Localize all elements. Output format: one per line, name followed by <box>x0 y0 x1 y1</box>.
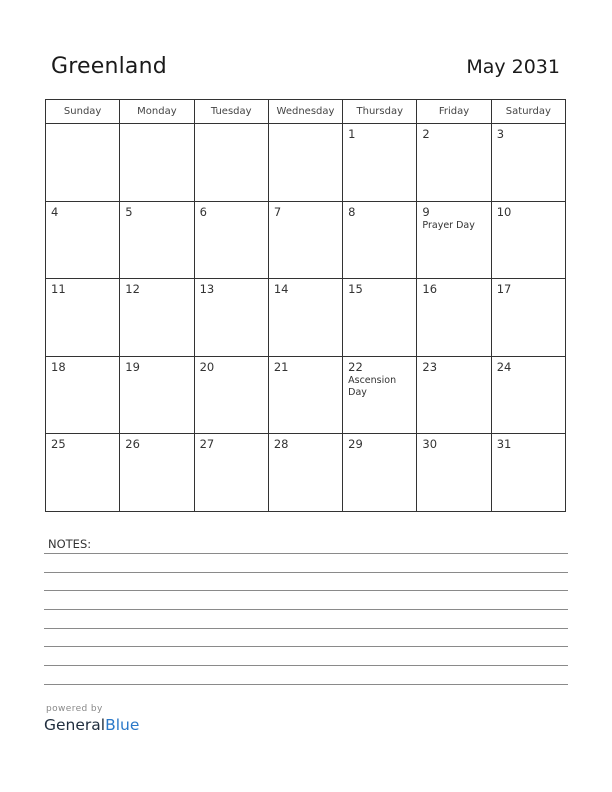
note-line <box>44 572 568 573</box>
calendar-day-cell <box>46 201 120 279</box>
day-number: 23 <box>422 359 438 374</box>
calendar-day-cell <box>120 201 194 279</box>
note-line <box>44 684 568 685</box>
calendar-day-cell <box>491 124 565 202</box>
note-line <box>44 590 568 591</box>
calendar-day-cell <box>268 279 342 357</box>
calendar-day-cell <box>417 434 491 512</box>
note-line <box>44 646 568 647</box>
day-number: 8 <box>348 204 356 219</box>
month-year-title: May 2031 <box>466 56 560 78</box>
calendar-grid <box>45 99 566 512</box>
day-number: 4 <box>51 204 59 219</box>
calendar-day-cell <box>491 201 565 279</box>
calendar-day-cell <box>120 434 194 512</box>
note-line <box>44 665 568 666</box>
day-number: 26 <box>125 437 140 452</box>
day-number: 25 <box>51 437 66 452</box>
calendar-day-cell <box>268 124 342 202</box>
day-number: 21 <box>273 359 289 374</box>
brand-general: General <box>44 716 106 734</box>
weekday-header-sunday: Sunday <box>46 100 120 124</box>
holiday-label: Ascension Day <box>348 374 397 398</box>
day-number: 5 <box>125 204 133 219</box>
day-number: 15 <box>348 282 363 297</box>
calendar-day-cell <box>120 124 194 202</box>
day-number: 3 <box>496 127 505 141</box>
calendar-day-cell <box>343 279 417 357</box>
weekday-header-tuesday: Tuesday <box>194 100 268 124</box>
day-number: 27 <box>199 437 215 452</box>
day-number: 1 <box>348 127 356 141</box>
calendar-week-row <box>46 124 566 202</box>
calendar-day-cell <box>491 434 565 512</box>
day-number: 28 <box>273 437 289 452</box>
calendar-day-cell <box>417 201 491 279</box>
calendar-day-cell <box>120 279 194 357</box>
notes-label: NOTES: <box>48 537 92 551</box>
day-number: 9 <box>422 204 430 219</box>
calendar-day-cell <box>194 124 268 202</box>
calendar-day-cell <box>343 201 417 279</box>
brand-blue: Blue <box>105 716 140 734</box>
note-line <box>44 553 568 554</box>
day-number: 19 <box>125 359 140 374</box>
weekday-header-friday: Friday <box>417 100 491 124</box>
day-number: 10 <box>496 204 512 219</box>
day-number: 22 <box>348 359 363 374</box>
calendar-week-row <box>46 356 566 434</box>
calendar-day-cell <box>46 434 120 512</box>
calendar-day-cell <box>343 434 417 512</box>
calendar-day-cell <box>417 124 491 202</box>
calendar-week-row <box>46 434 566 512</box>
generalblue-logo <box>44 716 139 734</box>
day-number: 12 <box>125 282 140 297</box>
calendar-day-cell <box>194 434 268 512</box>
note-line <box>44 609 568 610</box>
calendar-day-cell <box>46 124 120 202</box>
calendar-day-cell <box>343 356 417 434</box>
holiday-label: Prayer Day <box>422 219 475 231</box>
day-number: 7 <box>273 204 282 219</box>
day-number: 6 <box>199 204 207 219</box>
day-number: 13 <box>199 282 215 297</box>
calendar-body <box>46 124 566 512</box>
weekday-header-row <box>46 100 566 124</box>
day-number: 17 <box>496 282 512 297</box>
calendar-day-cell <box>268 434 342 512</box>
weekday-header-thursday: Thursday <box>343 100 417 124</box>
calendar-day-cell <box>491 279 565 357</box>
day-number: 14 <box>273 282 289 297</box>
day-number: 18 <box>51 359 66 374</box>
weekday-header-wednesday: Wednesday <box>268 100 342 124</box>
day-number: 2 <box>422 127 430 141</box>
calendar-day-cell <box>268 201 342 279</box>
calendar-day-cell <box>46 356 120 434</box>
day-number: 20 <box>199 359 215 374</box>
calendar-day-cell <box>491 356 565 434</box>
day-number: 30 <box>422 437 438 452</box>
calendar-day-cell <box>343 124 417 202</box>
weekday-header-monday: Monday <box>120 100 194 124</box>
calendar-day-cell <box>417 279 491 357</box>
calendar-week-row <box>46 279 566 357</box>
calendar-day-cell <box>417 356 491 434</box>
calendar-day-cell <box>194 356 268 434</box>
calendar-week-row <box>46 201 566 279</box>
day-number: 24 <box>496 359 512 374</box>
day-number: 16 <box>422 282 438 297</box>
note-line <box>44 628 568 629</box>
calendar-day-cell <box>194 279 268 357</box>
day-number: 31 <box>496 437 512 452</box>
country-title: Greenland <box>51 54 167 79</box>
calendar-day-cell <box>46 279 120 357</box>
calendar-day-cell <box>268 356 342 434</box>
powered-by-text: powered by <box>46 704 103 714</box>
calendar-day-cell <box>194 201 268 279</box>
day-number: 29 <box>348 437 363 452</box>
calendar-day-cell <box>120 356 194 434</box>
day-number: 11 <box>51 282 66 297</box>
weekday-header-saturday: Saturday <box>491 100 565 124</box>
